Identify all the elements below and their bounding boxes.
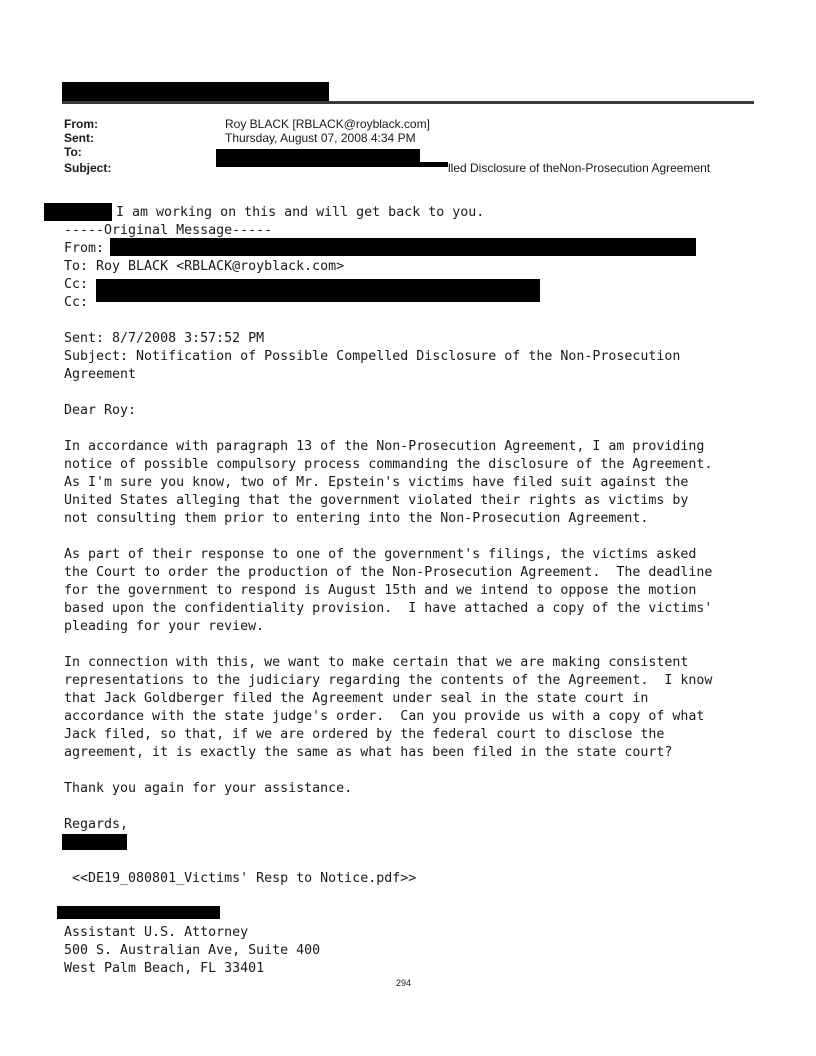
subject-value: lled Disclosure of theNon-Prosecution Agreement — [448, 161, 711, 175]
orig-to-line: To: Roy BLACK <RBLACK@royblack.com> — [64, 259, 345, 274]
sent-value: Thursday, August 07, 2008 4:34 PM — [225, 131, 416, 145]
header-rule — [62, 101, 754, 104]
cc1-label: Cc: — [64, 277, 89, 292]
paragraph3-line: agreement, it is exactly the same as what has been filed in the state court? — [64, 745, 673, 760]
paragraph3-line: Jack filed, so that, if we are ordered by the federal court to disclose the — [64, 727, 665, 742]
signature-line: 500 S. Australian Ave, Suite 400 — [64, 943, 321, 958]
paragraph1-line: not consulting them prior to entering into the Non-Prosecution Agreement. — [64, 511, 649, 526]
thanks-line: Thank you again for your assistance. — [64, 781, 353, 796]
signature-line: Assistant U.S. Attorney — [64, 925, 249, 940]
paragraph1-line: notice of possible compulsory process commanding the disclosure of the Agreement. — [64, 457, 713, 472]
signature-line: West Palm Beach, FL 33401 — [64, 961, 265, 976]
sent-label: Sent: — [64, 131, 94, 145]
subject-line-1: Subject: Notification of Possible Compelled Disclosure of the Non-Prosecution — [64, 349, 681, 364]
paragraph2-line: based upon the confidentiality provision. I have attached a copy of the victims' — [64, 601, 713, 616]
redaction-signature-name — [57, 906, 220, 919]
to-label: To: — [64, 145, 82, 159]
paragraph1-line: United States alleging that the government violated their rights as victims by — [64, 493, 689, 508]
paragraph1-line: As I'm sure you know, two of Mr. Epstein's victims have filed suit against the — [64, 475, 689, 490]
original-message-marker: -----Original Message----- — [64, 223, 273, 238]
redaction-to — [216, 149, 420, 162]
paragraph2-line: the Court to order the production of the Non-Prosecution Agreement. The deadline — [64, 565, 713, 580]
paragraph2-line: pleading for your review. — [64, 619, 265, 634]
paragraph3-line: accordance with the state judge's order. Can you provide us with a copy of what — [64, 709, 705, 724]
from-value: Roy BLACK [RBLACK@royblack.com] — [225, 117, 430, 131]
redaction-sender-name — [62, 834, 127, 850]
paragraph2-line: As part of their response to one of the government's filings, the victims asked — [64, 547, 697, 562]
redaction-greeting-name — [44, 203, 112, 221]
attachment-line: <<DE19_080801_Victims' Resp to Notice.pdf>> — [72, 871, 417, 886]
reply-line: I am working on this and will get back to you. — [116, 205, 485, 220]
paragraph1-line: In accordance with paragraph 13 of the Non-Prosecution Agreement, I am providing — [64, 439, 705, 454]
greeting: Dear Roy: — [64, 403, 137, 418]
from-label: From: — [64, 117, 98, 131]
orig-from-label: From: — [64, 241, 105, 256]
redaction-cc — [96, 279, 540, 302]
paragraph3-line: representations to the judiciary regarding the contents of the Agreement. I know — [64, 673, 713, 688]
regards-line: Regards, — [64, 817, 129, 832]
paragraph2-line: for the government to respond is August 15th and we intend to oppose the motion — [64, 583, 697, 598]
cc2-label: Cc: — [64, 295, 89, 310]
page-number: 294 — [396, 978, 412, 988]
paragraph3-line: In connection with this, we want to make certain that we are making consistent — [64, 655, 689, 670]
sent-line: Sent: 8/7/2008 3:57:52 PM — [64, 331, 265, 346]
subject-label: Subject: — [64, 161, 112, 175]
redaction-orig-from — [110, 238, 696, 256]
redaction-subject — [216, 162, 448, 167]
paragraph3-line: that Jack Goldberger filed the Agreement under seal in the state court in — [64, 691, 649, 706]
subject-line-2: Agreement — [64, 367, 137, 382]
